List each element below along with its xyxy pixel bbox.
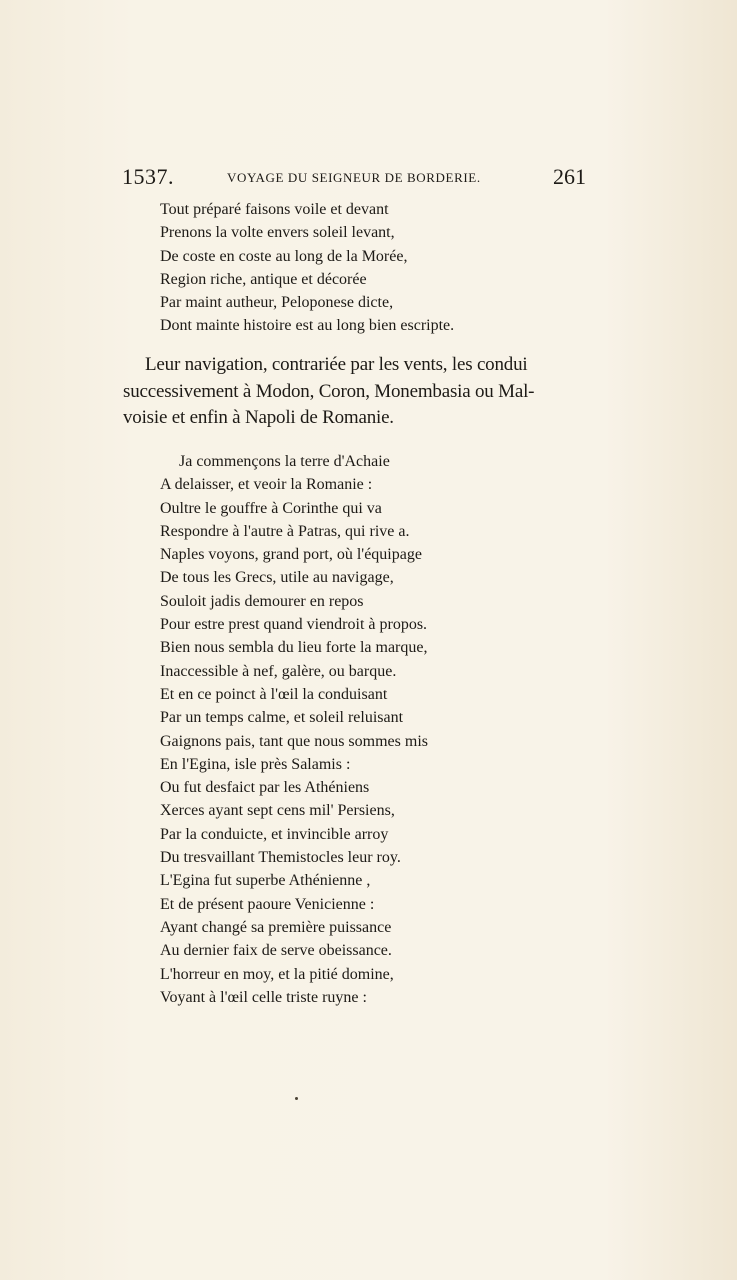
verse-line: Ja commençons la terre d'Achaie [179,453,390,470]
verse-line: Ayant changé sa première puissance [160,918,392,936]
verse-line: Souloit jadis demourer en repos [160,592,364,610]
page-number: 261 [553,164,586,189]
verse-line: Naples voyons, grand port, où l'équipage [160,546,422,564]
verse-line: Ou fut desfaict par les Athéniens [160,779,370,797]
verse-line: Pour estre prest quand viendroit à propos. [160,616,428,634]
verse-block-1 [160,198,454,338]
verse-line: De coste en coste au long de la Morée, [160,247,408,265]
prose-line: Leur navigation, contrariée par les vents, les condui [145,354,528,375]
verse-line: Xerces ayant sept cens mil' Persiens, [160,802,395,820]
verse-line: Et de présent paoure Venicienne : [160,895,375,913]
prose-line: successivement à Modon, Coron, Monembasia ou Mal- [123,380,535,402]
page-header [122,164,586,190]
verse-line: Par la conduicte, et invincible arroy [160,825,389,843]
verse-line: En l'Egina, isle près Salamis : [160,755,351,773]
verse-line: Et en ce poinct à l'œil la conduisant [160,685,388,703]
verse-line: Voyant à l'œil celle triste ruyne : [160,988,367,1006]
prose-paragraph [123,352,589,432]
verse-line: L'Egina fut superbe Athénienne , [160,872,371,890]
header-year: 1537. [122,164,174,189]
verse-line: Tout préparé faisons voile et devant [160,201,389,218]
verse-line: Par un temps calme, et soleil reluisant [160,709,404,727]
verse-line: Prenons la volte envers soleil levant, [160,224,395,242]
verse-line: Du tresvaillant Themistocles leur roy. [160,849,401,867]
verse-line: L'horreur en moy, et la pitié domine, [160,965,394,983]
verse-line: Region riche, antique et décorée [160,270,367,288]
verse-line: A delaisser, et veoir la Romanie : [160,476,373,494]
verse-line: Respondre à l'autre à Patras, qui rive a. [160,522,410,540]
prose-line: voisie et enfin à Napoli de Romanie. [123,407,394,428]
verse-line: Gaignons pais, tant que nous sommes mis [160,732,428,750]
verse-line: Au dernier faix de serve obeissance. [160,942,392,960]
verse-line: Dont mainte histoire est au long bien escripte. [160,317,455,335]
verse-line: Bien nous sembla du lieu forte la marque, [160,639,428,657]
verse-line: Inaccessible à nef, galère, ou barque. [160,662,397,680]
verse-line: Par maint autheur, Peloponese dicte, [160,294,394,312]
ink-speck [295,1097,298,1100]
verse-line: De tous les Grecs, utile au navigage, [160,569,394,587]
running-title: VOYAGE DU SEIGNEUR DE BORDERIE. [227,170,481,185]
verse-line: Oultre le gouffre à Corinthe qui va [160,499,382,517]
verse-block-2 [160,450,428,1009]
